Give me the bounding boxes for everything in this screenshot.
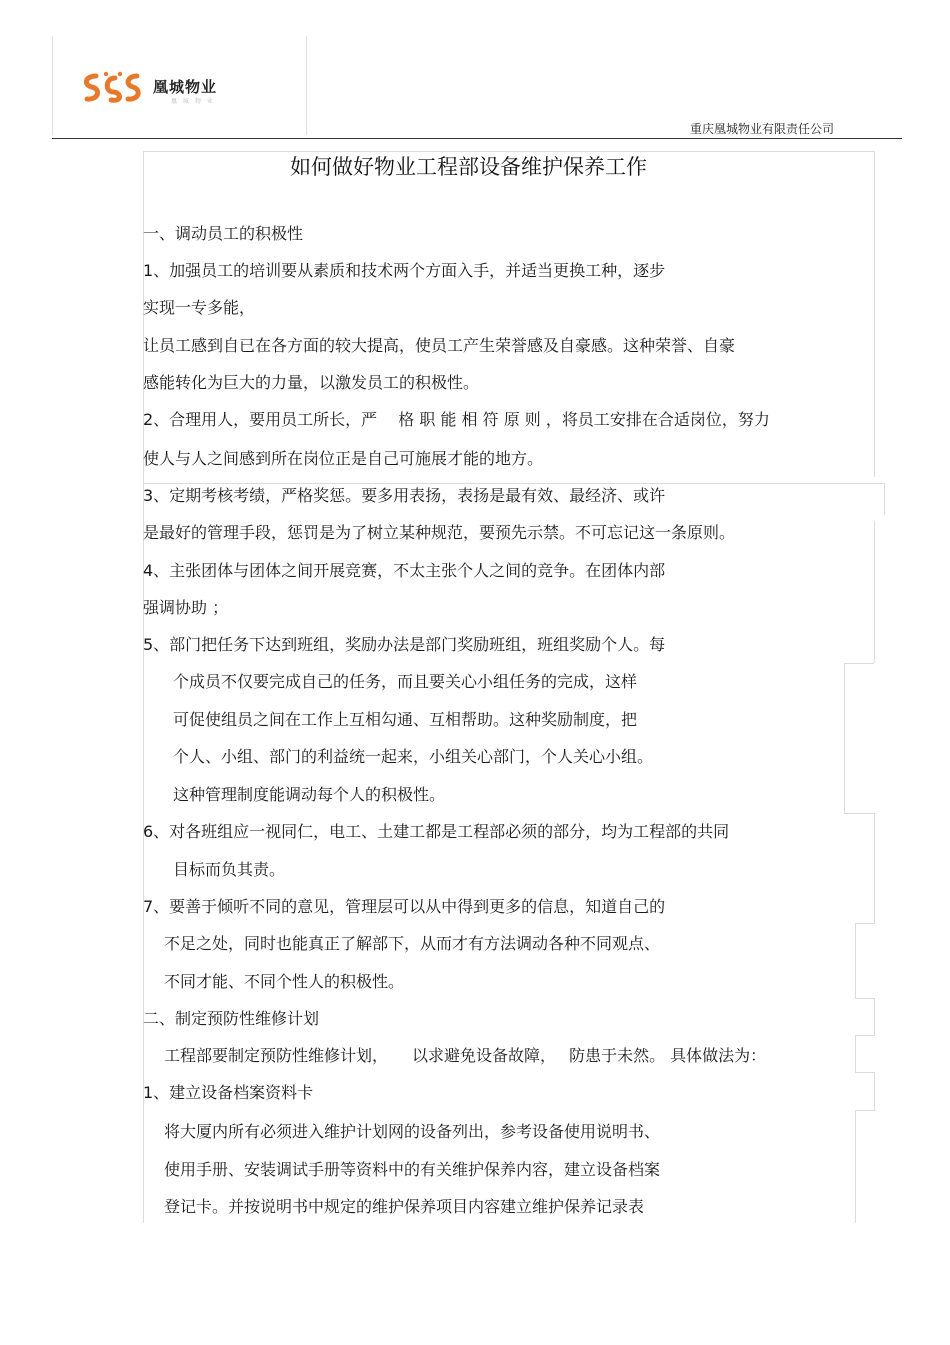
- body-line: 是最好的管理手段，惩罚是为了树立某种规范，要预先示禁。不可忘记这一条原则。: [143, 523, 736, 542]
- body-line: 目标而负其责。: [173, 860, 286, 879]
- frame-right-2: [874, 521, 875, 663]
- body-line: 将大厦内所有必须进入维护计划网的设备列出，参考设备使用说明书、: [164, 1122, 661, 1141]
- company-name: 重庆凰城物业有限责任公司: [690, 122, 835, 136]
- logo-tagline: 凰 城 物 业: [171, 98, 215, 105]
- phoenix-logo-icon: [79, 70, 145, 104]
- body-line: 不同才能、不同个性人的积极性。: [164, 972, 405, 991]
- section-heading: 一、调动员工的积极性: [143, 224, 304, 243]
- body-line: 感能转化为巨大的力量，以激发员工的积极性。: [143, 373, 480, 392]
- body-line: 可促使组员之间在工作上互相勾通、互相帮助。这种奖励制度，把: [173, 710, 638, 729]
- body-line: 这种管理制度能调动每个人的积极性。: [173, 785, 446, 804]
- body-line: 6、对各班组应一视同仁，电工、土建工都是工程部必须的部分，均为工程部的共同: [143, 822, 730, 841]
- frame-right-1: [874, 151, 875, 477]
- frame-step-1: [844, 663, 874, 664]
- body-line: 让员工感到自已在各方面的较大提高，使员工产生荣誉感及自豪感。这种荣誉、自豪: [143, 336, 736, 355]
- body-line: 使人与人之间感到所在岗位正是自己可施展才能的地方。: [143, 449, 544, 468]
- body-line: 个成员不仅要完成自己的任务，而且要关心小组任务的完成，这样: [173, 672, 638, 691]
- body-line: 1、建立设备档案资料卡: [143, 1083, 314, 1102]
- frame-box-3b: [884, 483, 885, 515]
- header-divider: [52, 138, 902, 139]
- frame-step-6: [855, 1072, 875, 1073]
- section-heading: 二、制定预防性维修计划: [143, 1009, 320, 1028]
- logo-area: [52, 36, 307, 135]
- body-line: 使用手册、安装调试手册等资料中的有关维护保养内容，建立设备档案: [164, 1160, 661, 1179]
- frame-right-3: [844, 663, 845, 813]
- frame-right-8: [874, 1072, 875, 1110]
- body-line: 7、要善于倾听不同的意见，管理层可以从中得到更多的信息，知道自己的: [143, 897, 666, 916]
- frame-step-7: [855, 1110, 875, 1111]
- body-line: 4、主张团体与团体之间开展竞赛，不太主张个人之间的竞争。在团体内部: [143, 561, 666, 580]
- frame-step-5: [855, 1035, 875, 1036]
- frame-right-5: [855, 923, 856, 998]
- body-line: 强调协助 ；: [143, 598, 229, 617]
- frame-right-6: [874, 998, 875, 1035]
- document-title: 如何做好物业工程部设备维护保养工作: [290, 155, 647, 179]
- body-line: 1、加强员工的培训要从素质和技术两个方面入手，并适当更换工种，逐步: [143, 261, 666, 280]
- frame-box-3: [143, 483, 885, 484]
- frame-right-4: [874, 813, 875, 923]
- body-line: 5、部门把任务下达到班组，奖励办法是部门奖励班组，班组奖励个人。每: [143, 635, 666, 654]
- frame-step-3: [855, 923, 875, 924]
- body-line: 个人、小组、部门的利益统一起来，小组关心部门，个人关心小组。: [173, 747, 654, 766]
- logo-text: 凰城物业: [153, 78, 218, 96]
- frame-right-7: [855, 1035, 856, 1072]
- frame-right-9: [855, 1110, 856, 1223]
- body-line: 不足之处，同时也能真正了解部下，从而才有方法调动各种不同观点、: [164, 934, 661, 953]
- body-line: 登记卡。并按说明书中规定的维护保养项目内容建立维护保养记录表: [164, 1197, 645, 1216]
- body-line: 实现一专多能，: [143, 298, 256, 317]
- body-line: 3、定期考核考绩，严格奖惩。要多用表扬，表扬是最有效、最经济、或许: [143, 486, 666, 505]
- frame-step-2: [844, 813, 874, 814]
- body-line: 2、合理用人，要用员工所长，严 格 职 能 相 符 原 则 ，将员工安排在合适岗位，努力: [143, 410, 770, 429]
- body-line: 工程部要制定预防性维修计划， 以求避免设备故障， 防患于未然。 具体做法为：: [164, 1046, 767, 1065]
- frame-step-4: [855, 998, 875, 999]
